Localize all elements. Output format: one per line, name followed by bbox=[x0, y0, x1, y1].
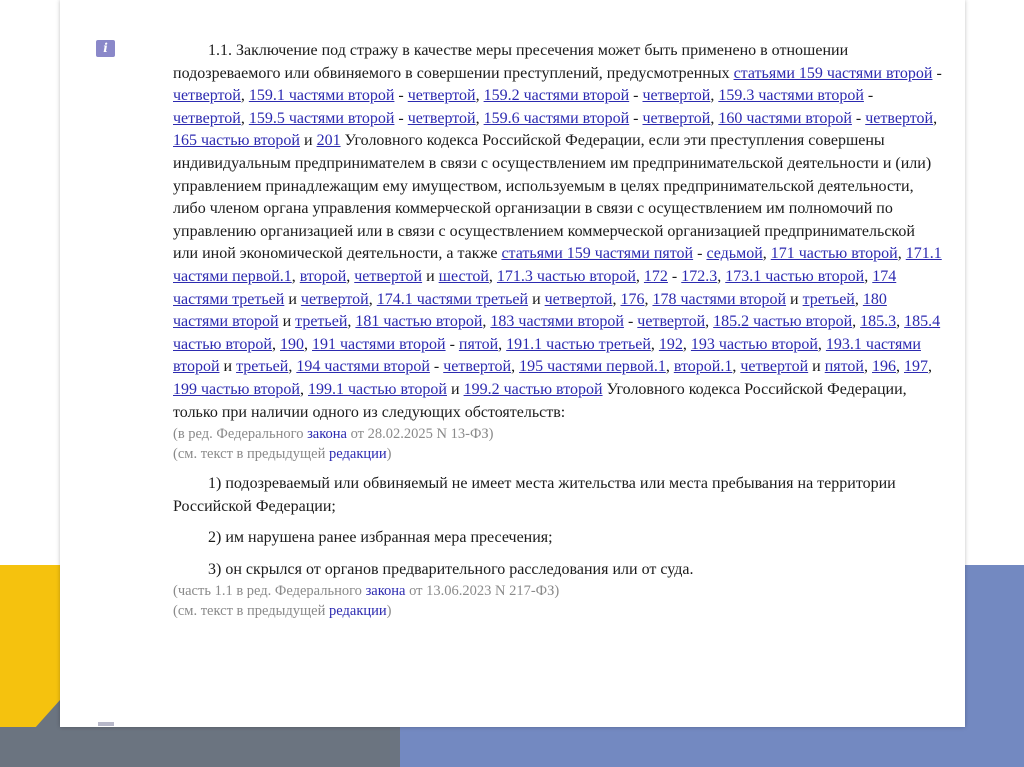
article-link[interactable]: четвертой bbox=[637, 313, 706, 331]
article-link[interactable]: четвертой bbox=[740, 358, 809, 376]
article-link[interactable]: 185.3 bbox=[860, 313, 897, 331]
article-link[interactable]: второй.1 bbox=[673, 358, 733, 376]
article-link[interactable]: четвертой bbox=[407, 109, 476, 127]
article-link[interactable]: 171.3 частью второй bbox=[496, 267, 636, 285]
decor-gray-triangle bbox=[0, 700, 60, 767]
law-link[interactable]: закона bbox=[365, 583, 406, 600]
article-link[interactable]: 197 bbox=[903, 358, 928, 376]
article-link[interactable]: 159.2 частями второй bbox=[483, 87, 630, 105]
article-link[interactable]: 183 частями второй bbox=[490, 313, 624, 331]
article-link[interactable]: 159.3 частями второй bbox=[718, 87, 864, 105]
article-link[interactable]: 180 частями второй bbox=[173, 290, 887, 331]
document-content bbox=[173, 40, 943, 621]
next-section-marker bbox=[98, 722, 114, 726]
article-link[interactable]: четвертой bbox=[173, 87, 241, 105]
previous-edition-note: (см. текст в предыдущей редакции) bbox=[173, 446, 392, 463]
article-link[interactable]: 196 bbox=[871, 358, 896, 376]
article-link[interactable]: 173.1 частью второй bbox=[725, 267, 865, 285]
article-link[interactable]: 174 частями третьей bbox=[173, 267, 897, 308]
edition-link[interactable]: редакции bbox=[329, 446, 387, 463]
info-icon[interactable]: i bbox=[96, 40, 115, 57]
article-link[interactable]: 199.1 частью второй bbox=[308, 380, 447, 398]
article-link[interactable]: третьей bbox=[802, 290, 855, 308]
article-link[interactable]: четвертой bbox=[642, 109, 711, 127]
amendment-note: (в ред. Федерального закона от 28.02.2025 N 13-ФЗ) bbox=[173, 426, 494, 443]
article-link[interactable]: 181 частью второй bbox=[355, 313, 483, 331]
article-link[interactable]: 194 частями второй bbox=[296, 358, 430, 376]
article-link[interactable]: пятой bbox=[458, 335, 499, 353]
article-link[interactable]: 193 частью второй bbox=[690, 335, 818, 353]
article-link[interactable]: 176 bbox=[620, 290, 645, 308]
article-link[interactable]: пятой bbox=[824, 358, 864, 376]
paragraph-1-1: 1.1. Заключение под стражу в качестве меры пресечения может быть применено в отношении подозреваемого или обвиняемого в совершении преступлений, предусмотренных статьями 159 частями второй - четвертой, 159.1 частями второй - четвертой, 159.2 частями второй - четвертой, 159.3 частями второй - четвертой, 159.5 частями второй - четвертой, 159.6 частями второй - четвертой, 160 частями второй - четвертой, 165 частью второй и 201 Уголовного кодекса Российской Федерации, если эти преступления совершены индивидуальным предпринимателем в связи с осуществлением им предпринимательской деятельности и (или) управлением принадлежащим ему имуществом, используемым в целях предпринимательской деятельности, либо членом органа управления коммерческой организации в связи с осуществлением им полномочий по управлению организацией или в связи с осуществлением коммерческой организацией предпринимательской или иной экономической деятельности, а также статьями 159 частями пятой - седьмой, 171 частью второй, 171.1 частями первой.1, второй, четвертой и шестой, 171.3 частью второй, 172 - 172.3, 173.1 частью второй, 174 частями третьей и четвертой, 174.1 частями третьей и четвертой, 176, 178 частями второй и третьей, 180 частями второй и третьей, 181 частью второй, 183 частями второй - четвертой, 185.2 частью второй, 185.3, 185.4 частью второй, 190, 191 частями второй - пятой, 191.1 частью третьей, 192, 193 частью второй, 193.1 частями второй и третьей, 194 частями второй - четвертой, 195 частями первой.1, второй.1, четвертой и пятой, 196, 197, 199 частью второй, 199.1 частью второй и 199.2 частью второй Уголовного кодекса Российской Федерации, только при наличии одного из следующих обстоятельств: bbox=[173, 42, 942, 421]
article-link[interactable]: 159.6 частями второй bbox=[483, 109, 630, 127]
article-link[interactable]: седьмой bbox=[706, 245, 763, 263]
article-link[interactable]: 165 частью второй bbox=[173, 132, 300, 150]
article-link[interactable]: 199.2 частью второй bbox=[463, 380, 603, 398]
article-link[interactable]: четвертой bbox=[443, 358, 512, 376]
condition-item-3: 3) он скрылся от органов предварительного расследования или от суда. bbox=[208, 560, 694, 578]
article-link[interactable]: 191 частями второй bbox=[312, 335, 446, 353]
article-link[interactable]: 171 частью второй bbox=[770, 245, 898, 263]
article-link[interactable]: 190 bbox=[280, 335, 304, 353]
article-link[interactable]: 178 частями второй bbox=[652, 290, 787, 308]
article-link[interactable]: статьями 159 частями пятой bbox=[501, 245, 694, 263]
article-link[interactable]: 172 bbox=[643, 267, 668, 285]
article-link[interactable]: 172.3 bbox=[681, 267, 718, 285]
article-link[interactable]: 192 bbox=[658, 335, 683, 353]
edition-link[interactable]: редакции bbox=[329, 603, 387, 620]
previous-edition-note: (см. текст в предыдущей редакции) bbox=[173, 603, 392, 620]
article-link[interactable]: четвертой bbox=[407, 87, 476, 105]
article-link[interactable]: 159.5 частями второй bbox=[248, 109, 395, 127]
article-link[interactable]: четвертой bbox=[865, 109, 934, 127]
article-link[interactable]: 159.1 частями второй bbox=[248, 87, 395, 105]
condition-item-2: 2) им нарушена ранее избранная мера пресечения; bbox=[208, 529, 553, 547]
article-link[interactable]: статьями 159 частями второй bbox=[733, 64, 933, 82]
article-link[interactable]: 193.1 частями второй bbox=[173, 335, 921, 376]
article-link[interactable]: 201 bbox=[316, 132, 341, 150]
law-link[interactable]: закона bbox=[307, 426, 347, 443]
article-link[interactable]: 171.1 частями первой.1 bbox=[173, 245, 942, 285]
article-link[interactable]: шестой bbox=[438, 267, 489, 285]
article-link[interactable]: четвертой bbox=[642, 87, 711, 105]
condition-item-1: 1) подозреваемый или обвиняемый не имеет места жительства или места пребывания на территории Российской Федерации; bbox=[173, 475, 896, 515]
article-link[interactable]: 185.2 частью второй bbox=[713, 313, 853, 331]
article-link[interactable]: второй bbox=[299, 267, 347, 285]
article-link[interactable]: четвертой bbox=[173, 109, 241, 127]
decor-blue-band bbox=[340, 727, 1024, 767]
article-link[interactable]: третьей bbox=[236, 358, 289, 376]
article-link[interactable]: 185.4 частью второй bbox=[173, 313, 941, 353]
article-link[interactable]: четвертой bbox=[300, 290, 369, 308]
article-link[interactable]: 174.1 частями третьей bbox=[376, 290, 529, 308]
article-link[interactable]: 160 частями второй bbox=[718, 109, 852, 127]
amendment-note: (часть 1.1 в ред. Федерального закона от 13.06.2023 N 217-ФЗ) bbox=[173, 583, 560, 600]
article-link[interactable]: 191.1 частью третьей bbox=[506, 335, 651, 353]
article-link[interactable]: третьей bbox=[295, 313, 348, 331]
decor-gray-band bbox=[0, 727, 400, 767]
article-link[interactable]: четвертой bbox=[354, 267, 423, 285]
article-link[interactable]: 199 частью второй bbox=[173, 380, 300, 398]
article-link[interactable]: четвертой bbox=[544, 290, 613, 308]
article-link[interactable]: 195 частями первой.1 bbox=[519, 358, 666, 376]
